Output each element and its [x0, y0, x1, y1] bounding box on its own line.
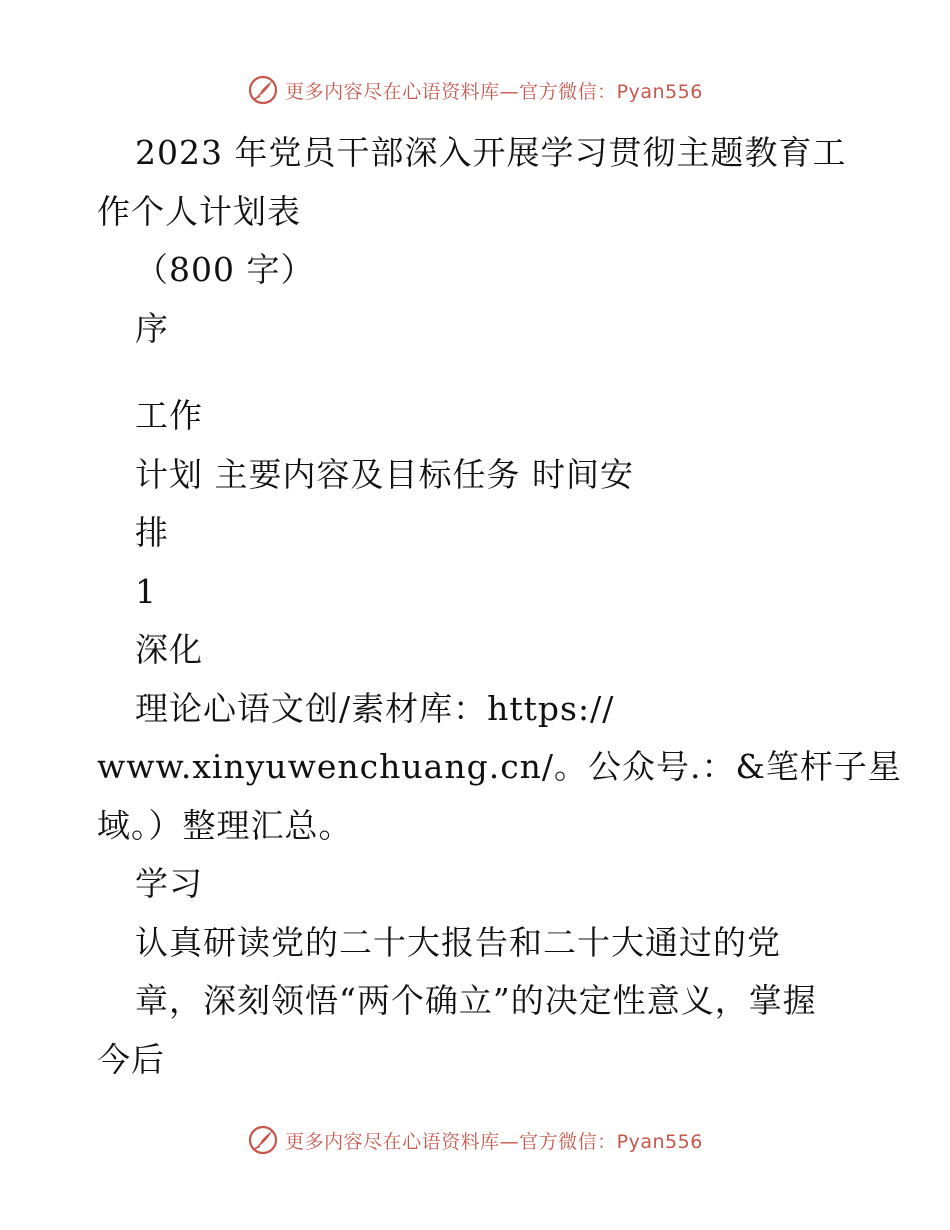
item-title: 深化	[135, 630, 203, 669]
banner-inner	[247, 74, 703, 106]
header-banner	[0, 70, 950, 110]
banner-separator: —	[499, 80, 520, 103]
body-paragraph-line: 今后	[97, 1039, 165, 1079]
banner-text	[285, 77, 703, 104]
column-work-label: 工作	[135, 396, 203, 435]
banner-site-text: 更多内容尽在心语资料库	[285, 1130, 500, 1153]
body-paragraph-line: 域。）整理汇总。	[97, 805, 353, 845]
banner-wechat-text: 官方微信：Pyan556	[519, 80, 703, 103]
item-number: 1	[135, 571, 157, 611]
banner-text	[285, 1127, 703, 1154]
banner-wechat-text: 官方微信：Pyan556	[519, 1130, 703, 1153]
body-paragraph-line: www.xinyuwenchuang.cn/。公众号.：&笔杆子星	[97, 747, 902, 786]
banner-inner	[247, 1124, 703, 1156]
body-paragraph-line: 认真研读党的二十大报告和二十大通过的党	[135, 922, 781, 962]
item-title: 学习	[135, 864, 203, 903]
quill-pen-icon	[247, 1124, 279, 1156]
banner-separator: —	[499, 1130, 520, 1153]
preface-label: 序	[135, 308, 169, 348]
banner-site-text: 更多内容尽在心语资料库	[285, 80, 500, 103]
document-body	[97, 124, 902, 1089]
footer-banner	[0, 1120, 950, 1160]
quill-pen-icon	[247, 74, 279, 106]
spacer	[97, 358, 857, 387]
column-header: 计划 主要内容及目标任务 时间安	[135, 454, 634, 494]
body-paragraph-line: 理论心语文创/素材库：https://	[135, 688, 615, 728]
word-count: （800 字）	[135, 250, 315, 289]
body-paragraph-line: 章，深刻领悟“两个确立”的决定性意义，掌握	[135, 981, 817, 1020]
document-title: 2023 年党员干部深入开展学习贯彻主题教育工	[135, 133, 847, 172]
document-title-cont: 作个人计划表	[97, 191, 301, 231]
column-header-cont: 排	[135, 513, 169, 552]
